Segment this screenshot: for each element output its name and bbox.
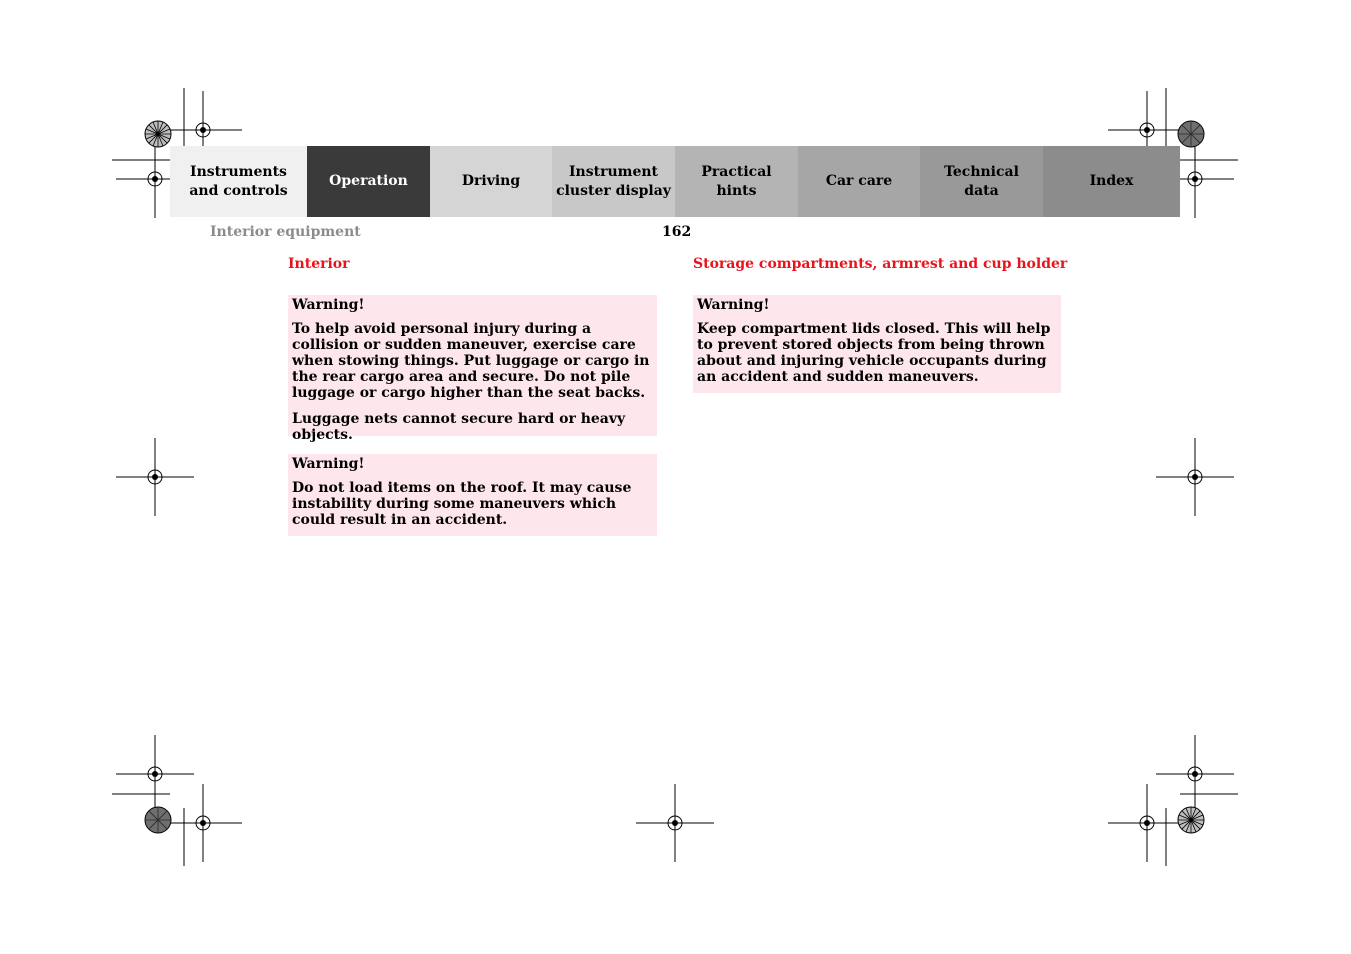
left-section-title: Interior [288,256,350,272]
tab-instrument-cluster-display[interactable] [552,146,675,217]
warning-text: Do not load items on the roof. It may cause instability during some maneuvers which could result in an accident. [292,480,632,528]
warning-box [693,295,1061,393]
tab-instruments-and-controls[interactable] [170,146,307,217]
tab-label: Instrument cluster display [556,163,671,199]
section-header: Interior equipment [210,224,361,240]
warning-text: Luggage nets cannot secure hard or heavy objects. [292,411,626,443]
warning-text: To help avoid personal injury during a collision or sudden maneuver, exercise care when stowing things. Put luggage or cargo in the rear cargo area and secure. Do not pile luggage or cargo higher than the seat backs. [292,321,650,401]
warning-box [288,295,657,443]
tab-label: Practical hints [701,163,772,199]
tab-operation[interactable] [307,146,430,217]
chapter-tabs [170,146,1180,217]
tab-car-care[interactable] [798,146,920,217]
page-number: 162 [662,224,692,240]
warning-box [288,454,657,536]
warning-text: Keep compartment lids closed. This will help to prevent stored objects from being thrown about and injuring vehicle occupants during an accident and sudden maneuvers. [697,321,1051,385]
tab-index[interactable] [1043,146,1180,217]
tab-practical-hints[interactable] [675,146,798,217]
tab-label: Driving [461,173,521,189]
warning-title: Warning! [292,456,365,472]
tab-label: Car care [825,173,893,189]
tab-driving[interactable] [430,146,552,217]
warning-title: Warning! [292,297,365,313]
tab-label: Operation [329,173,408,189]
tab-label: Index [1089,173,1134,189]
right-section-title: Storage compartments, armrest and cup holder [693,256,1068,272]
tab-label: Instruments and controls [189,163,288,199]
tab-technical-data[interactable] [920,146,1043,217]
warning-title: Warning! [697,297,770,313]
tab-label: Technical data [944,163,1019,199]
